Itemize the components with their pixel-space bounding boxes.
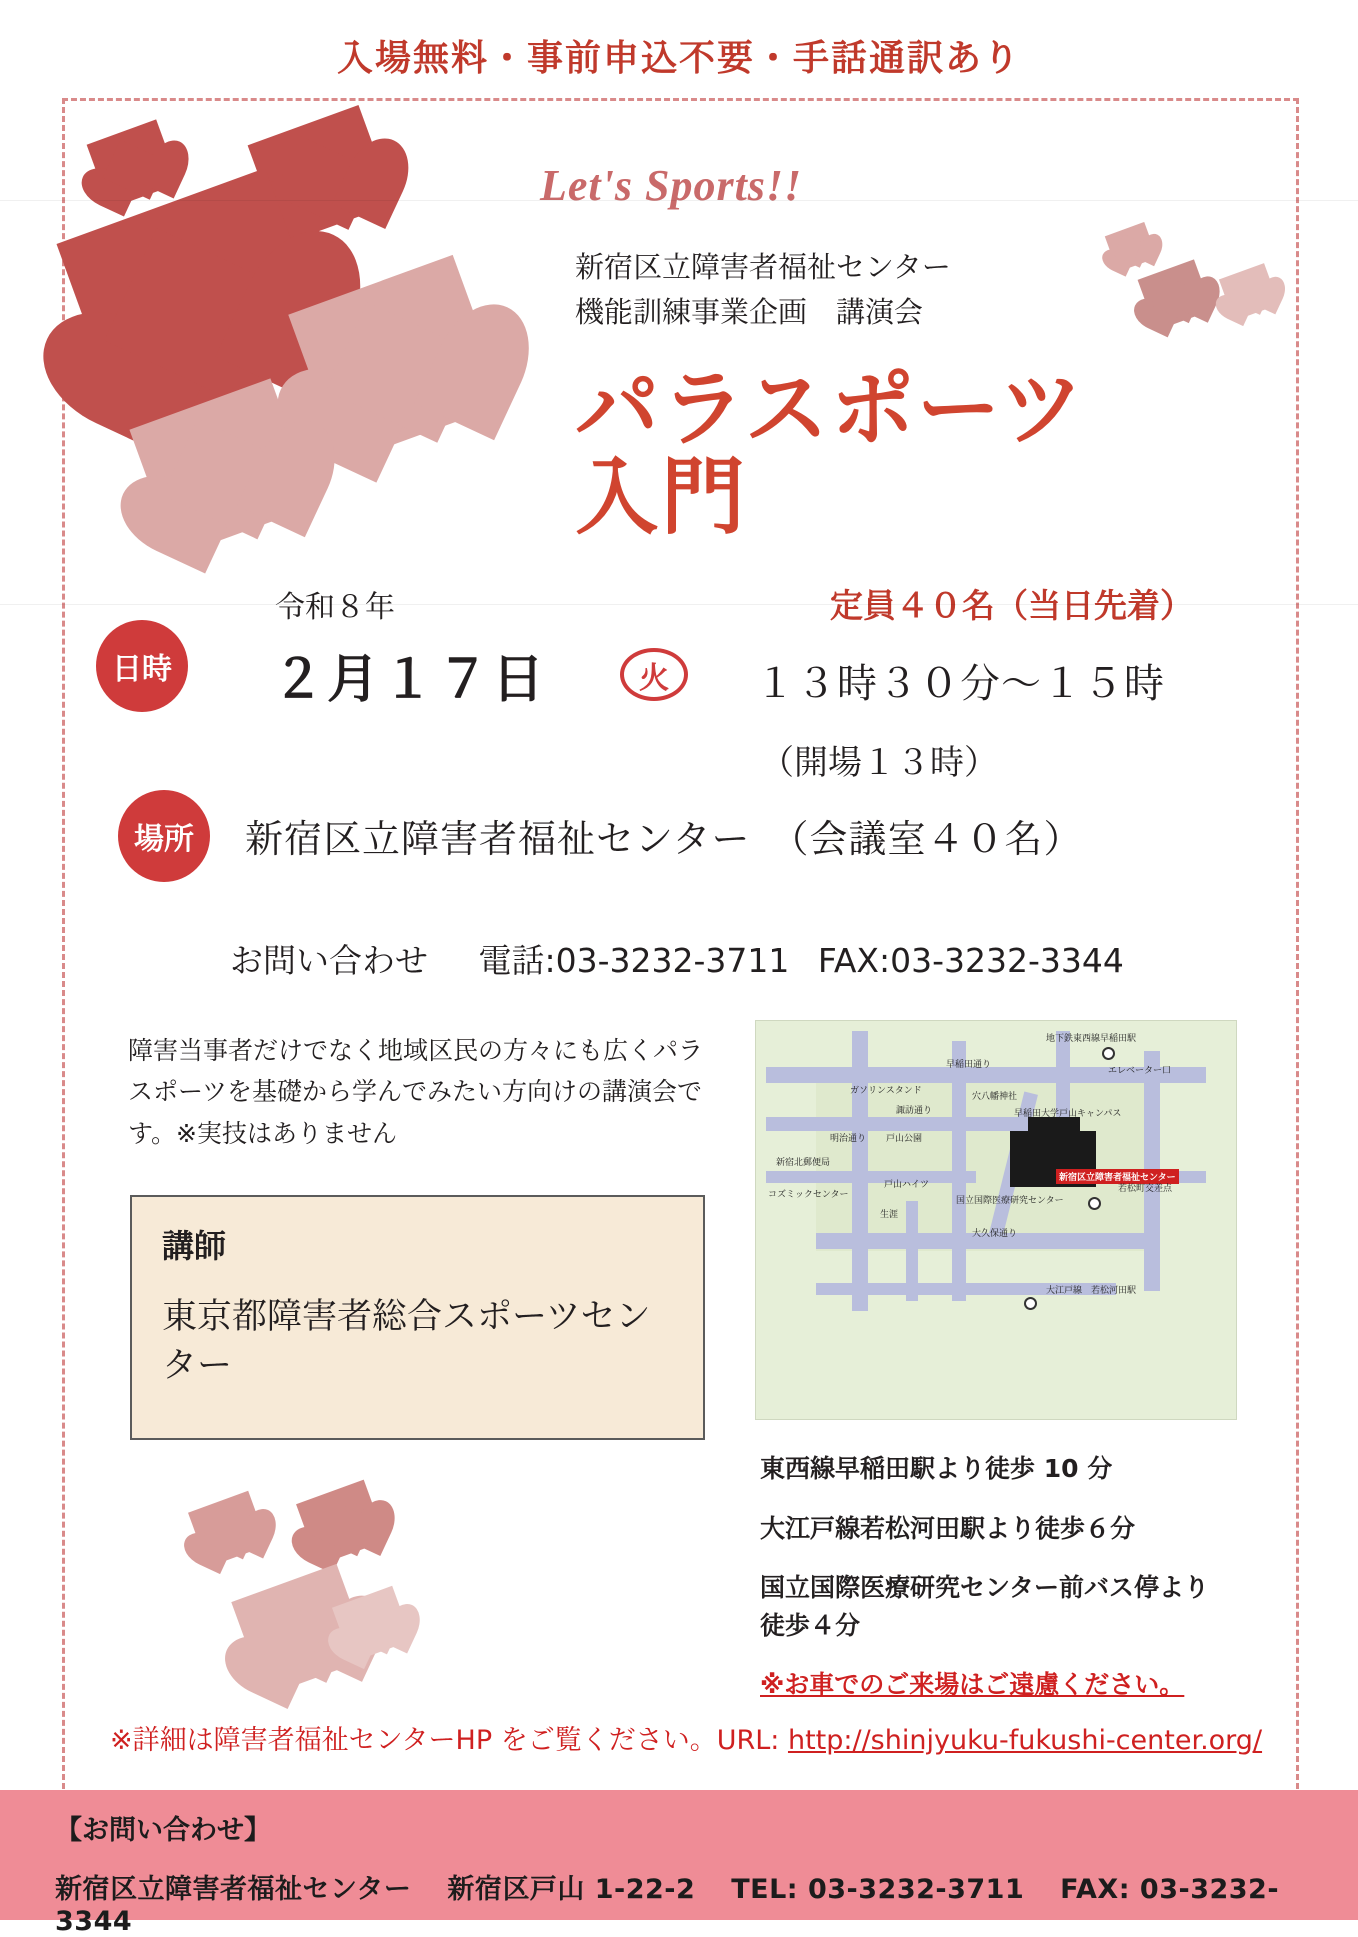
footer-details	[55, 1867, 1358, 1937]
map-label: 早稲田大学戸山キャンパス	[1014, 1109, 1122, 1119]
event-date: ２月１７日	[272, 650, 548, 710]
map-label: ガソリンスタンド	[850, 1086, 922, 1096]
era-year: 令和８年	[275, 590, 395, 625]
contact-label: お問い合わせ	[230, 941, 428, 980]
contact-line	[230, 935, 1124, 982]
map-road-horizontal	[766, 1171, 976, 1183]
datetime-badge: 日時	[96, 620, 188, 712]
map-label: 国立国際医療研究センター	[956, 1196, 1064, 1206]
map-label: 若松町交差点	[1118, 1184, 1173, 1194]
organization-lines	[575, 245, 951, 335]
lecturer-value: 東京都障害者総合スポーツセンター	[162, 1297, 651, 1386]
main-title-line-2: 入門	[575, 448, 748, 547]
map-road-vertical	[906, 1201, 918, 1301]
map-label: 戸山ハイツ	[884, 1180, 930, 1190]
org-line-1: 新宿区立障害者福祉センター	[575, 250, 951, 284]
contact-fax: FAX:03-3232-3344	[817, 941, 1124, 980]
access-warning: ※お車でのご来場はご遠慮ください。	[760, 1670, 1185, 1699]
footer-bar	[0, 1790, 1358, 1937]
access-item: 大江戸線若松河田駅より徒歩６分	[760, 1513, 1136, 1543]
scan-artifact	[0, 200, 1358, 201]
website-note-prefix: ※詳細は障害者福祉センターHP をご覧ください。URL:	[110, 1725, 780, 1756]
english-title: Let's Sports!!	[540, 161, 803, 210]
footer-org: 新宿区立障害者福祉センター	[55, 1874, 412, 1905]
event-open-time: （開場１３時）	[760, 743, 998, 783]
footer-fax: FAX: 03-3232-3344	[55, 1874, 1280, 1937]
place-badge: 場所	[118, 790, 210, 882]
map-label: 新宿北郵便局	[776, 1158, 831, 1168]
map-label: 早稲田通り	[946, 1060, 992, 1070]
venue-building	[1028, 1117, 1080, 1137]
map-road-vertical	[952, 1041, 966, 1301]
weekday-badge: 火	[620, 648, 688, 701]
access-list	[760, 1450, 1230, 1726]
map-label: エレベーター口	[1108, 1066, 1172, 1076]
venue-label: 新宿区立障害者福祉センター	[1056, 1169, 1179, 1184]
access-item: 国立国際医療研究センター前バス停より徒歩４分	[760, 1573, 1210, 1640]
main-title-line-1: パラスポーツ	[575, 360, 1086, 458]
station-marker	[1102, 1047, 1115, 1060]
lecturer-label: 講師	[162, 1227, 227, 1265]
capacity-text: 定員４０名（当日先着）	[830, 586, 1193, 625]
website-url-link[interactable]: http://shinjyuku-fukushi-center.org/	[787, 1725, 1263, 1756]
map-label: コズミックセンター	[768, 1190, 849, 1200]
map-label: 穴八幡神社	[972, 1092, 1018, 1102]
map-label: 戸山公園	[886, 1134, 923, 1144]
map-road-vertical	[852, 1031, 868, 1311]
place-value: 新宿区立障害者福祉センター （会議室４０名）	[245, 817, 1083, 861]
footer-tel: TEL: 03-3232-3711	[731, 1874, 1025, 1905]
footer-label: 【お問い合わせ】	[55, 1815, 271, 1846]
footer-address: 新宿区戸山 1-22-2	[447, 1874, 696, 1905]
map-label: 地下鉄東西線早稲田駅	[1046, 1034, 1137, 1044]
description-text: 障害当事者だけでなく地域区民の方々にも広くパラスポーツを基礎から学んでみたい方向けの講演会です。※実技はありません	[128, 1036, 704, 1148]
map-label: 大久保通り	[972, 1229, 1018, 1239]
map-label: 明治通り	[830, 1134, 867, 1144]
lecturer-box	[130, 1195, 705, 1440]
map-label: 大江戸線 若松河田駅	[1046, 1286, 1137, 1296]
map-label: 生涯	[880, 1210, 899, 1220]
location-map	[755, 1020, 1237, 1420]
station-marker	[1088, 1197, 1101, 1210]
contact-tel: 電話:03-3232-3711	[478, 941, 790, 980]
org-line-2: 機能訓練事業企画 講演会	[575, 294, 924, 329]
page-title	[575, 360, 1086, 547]
station-marker	[1024, 1297, 1037, 1310]
map-label: 諏訪通り	[896, 1106, 933, 1116]
event-time-range: １３時３０分～１５時	[755, 661, 1165, 707]
top-banner-text: 入場無料・事前申込不要・手話通訳あり	[336, 37, 1021, 78]
access-item: 東西線早稲田駅より徒歩 10 分	[760, 1454, 1113, 1483]
scan-artifact	[0, 604, 1358, 605]
website-note	[110, 1718, 1262, 1757]
